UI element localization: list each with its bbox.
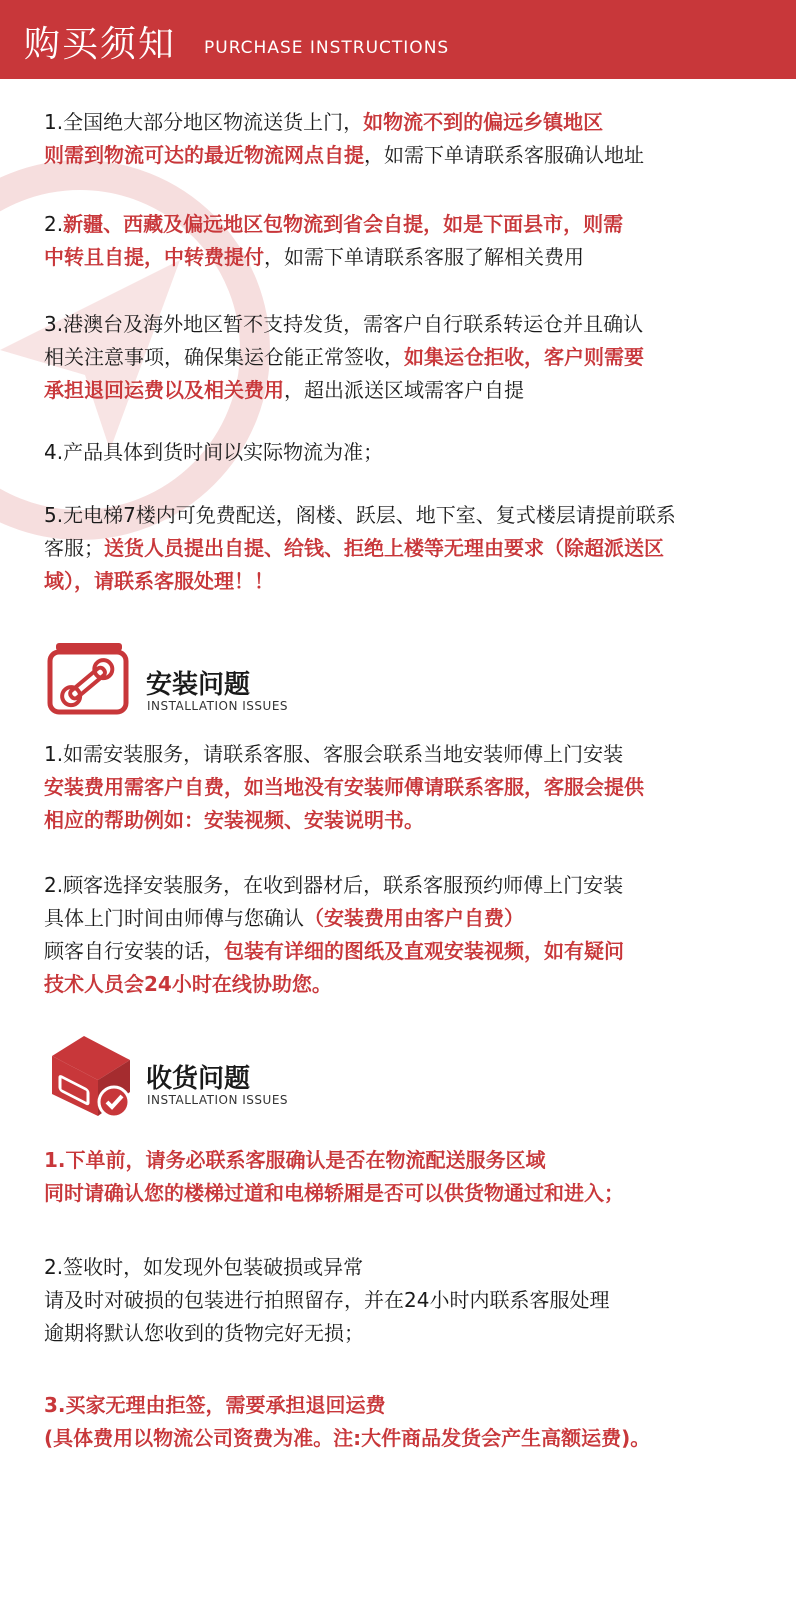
receive-section-title: 收货问题 bbox=[146, 1064, 251, 1094]
highlight-text: 如集运仓拒收，客户则需要 bbox=[404, 345, 644, 369]
wrench-icon bbox=[46, 640, 130, 716]
receive-section-subtitle: INSTALLATION ISSUES bbox=[147, 1093, 289, 1107]
text: 2.签收时，如发现外包装破损或异常 bbox=[44, 1255, 364, 1279]
text: ，超出派送区域需客户自提 bbox=[284, 378, 524, 402]
highlight-text: 则需到物流可达的最近物流网点自提 bbox=[44, 143, 364, 167]
text: 具体上门时间由师傅与您确认 bbox=[44, 906, 304, 930]
package-icon bbox=[46, 1030, 136, 1120]
highlight-text: 技术人员会24小时在线协助您。 bbox=[44, 972, 332, 996]
highlight-text: 新疆、西藏及偏远地区包物流到省会自提，如是下面县市，则需 bbox=[63, 212, 624, 236]
page-subtitle: PURCHASE INSTRUCTIONS bbox=[204, 38, 450, 58]
purchase-item-3 bbox=[44, 308, 644, 407]
highlight-text: 同时请确认您的楼梯过道和电梯轿厢是否可以供货物通过和进入； bbox=[44, 1181, 624, 1205]
purchase-item-1 bbox=[44, 106, 644, 172]
purchase-item-5 bbox=[44, 499, 676, 598]
page-title: 购买须知 bbox=[24, 24, 177, 65]
purchase-item-2 bbox=[44, 208, 623, 274]
highlight-text: （安装费用由客户自费） bbox=[304, 906, 524, 930]
text: 顾客自行安装的话， bbox=[44, 939, 224, 963]
highlight-text: 1.下单前，请务必联系客服确认是否在物流配送服务区域 bbox=[44, 1148, 546, 1172]
highlight-text: 送货人员提出自提、给钱、拒绝上楼等无理由要求（除超派送区 bbox=[104, 536, 664, 560]
text: ，如需下单请联系客服了解相关费用 bbox=[264, 245, 584, 269]
text: 请及时对破损的包装进行拍照留存，并在24小时内联系客服处理 bbox=[44, 1288, 610, 1312]
header-banner bbox=[0, 0, 796, 79]
highlight-text: 3.买家无理由拒签，需要承担退回运费 bbox=[44, 1393, 386, 1417]
text: ，如需下单请联系客服确认地址 bbox=[364, 143, 644, 167]
highlight-text: 中转且自提，中转费提付 bbox=[44, 245, 264, 269]
highlight-text: 相应的帮助例如：安装视频、安装说明书。 bbox=[44, 808, 424, 832]
text: 1.全国绝大部分地区物流送货上门， bbox=[44, 110, 364, 134]
text: 2. bbox=[44, 212, 64, 236]
highlight-text: 安装费用需客户自费，如当地没有安装师傅请联系客服，客服会提供 bbox=[44, 775, 644, 799]
highlight-text: 包装有详细的图纸及直观安装视频，如有疑问 bbox=[224, 939, 624, 963]
receive-item-1 bbox=[44, 1144, 624, 1210]
install-item-2 bbox=[44, 869, 624, 1001]
text: 4.产品具体到货时间以实际物流为准； bbox=[44, 440, 384, 464]
text: 3.港澳台及海外地区暂不支持发货，需客户自行联系转运仓并且确认 bbox=[44, 312, 644, 336]
highlight-text: (具体费用以物流公司资费为准。注:大件商品发货会产生高额运费)。 bbox=[44, 1426, 651, 1450]
install-item-1 bbox=[44, 738, 644, 837]
highlight-text: 如物流不到的偏远乡镇地区 bbox=[363, 110, 604, 134]
purchase-item-4 bbox=[44, 436, 383, 469]
text: 相关注意事项，确保集运仓能正常签收， bbox=[44, 345, 404, 369]
text: 1.如需安装服务，请联系客服、客服会联系当地安装师傅上门安装 bbox=[44, 742, 624, 766]
receive-item-3 bbox=[44, 1389, 650, 1455]
text: 逾期将默认您收到的货物完好无损； bbox=[44, 1321, 364, 1345]
text: 2.顾客选择安装服务，在收到器材后，联系客服预约师傅上门安装 bbox=[44, 873, 624, 897]
install-section-title: 安装问题 bbox=[146, 670, 251, 700]
install-section-subtitle: INSTALLATION ISSUES bbox=[147, 699, 289, 713]
text: 5.无电梯7楼内可免费配送，阁楼、跃层、地下室、复式楼层请提前联系 bbox=[44, 503, 676, 527]
receive-item-2 bbox=[44, 1251, 609, 1350]
text: 客服； bbox=[44, 536, 104, 560]
highlight-text: 域），请联系客服处理！！ bbox=[44, 569, 274, 593]
highlight-text: 承担退回运费以及相关费用 bbox=[44, 378, 284, 402]
